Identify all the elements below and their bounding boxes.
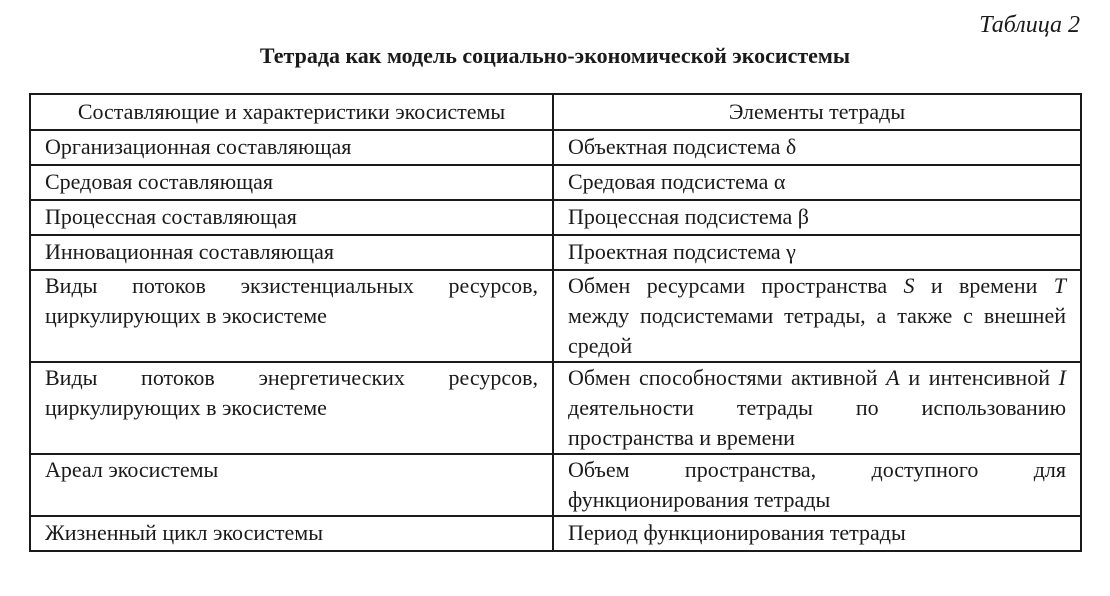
- table-title: Тетрада как модель социально-экономической экосистемы: [259, 43, 851, 68]
- row-element: Объем пространства, доступного для функционирования тетрады: [553, 454, 1081, 516]
- table-row: [30, 516, 1081, 551]
- row-element: [553, 362, 1081, 454]
- row-component: Процессная составляющая: [30, 200, 553, 235]
- row-element: [553, 270, 1081, 362]
- row-element-text: между подсистемами тетрады, а также с внешней средой: [568, 303, 1066, 358]
- row-component: Виды потоков экзистенциальных ресурсов, циркулирующих в экосистеме: [30, 270, 553, 362]
- ecosystem-table: [29, 93, 1082, 552]
- intensity-symbol: I: [1058, 365, 1066, 390]
- table-row: [30, 235, 1081, 270]
- table-header-row: [30, 94, 1081, 130]
- row-component: Ареал экосистемы: [30, 454, 553, 516]
- header-tetrad-elements: Элементы тетрады: [553, 94, 1081, 130]
- row-component: Средовая составляющая: [30, 165, 553, 200]
- space-symbol: S: [903, 273, 915, 298]
- row-element-text: Обмен способностями активной: [568, 365, 887, 390]
- row-element: Средовая подсистема α: [553, 165, 1081, 200]
- row-element: Объектная подсистема δ: [553, 130, 1081, 165]
- row-element-text: деятельности тетрады по использованию пространства и времени: [568, 395, 1066, 450]
- activity-symbol: A: [886, 365, 900, 390]
- row-element: Проектная подсистема γ: [553, 235, 1081, 270]
- table-row: [30, 200, 1081, 235]
- table-row: [30, 165, 1081, 200]
- row-element: Период функционирования тетрады: [553, 516, 1081, 551]
- row-element-text: и интенсивной: [899, 365, 1059, 390]
- row-component: Жизненный цикл экосистемы: [30, 516, 553, 551]
- row-element-text: и времени: [914, 273, 1054, 298]
- header-components: Составляющие и характеристики экосистемы: [30, 94, 553, 130]
- table-row: [30, 270, 1081, 362]
- table-number: Таблица 2: [979, 12, 1080, 38]
- row-element-text: Обмен ресурсами пространства: [568, 273, 904, 298]
- time-symbol: T: [1053, 273, 1066, 298]
- table-row: [30, 362, 1081, 454]
- table-row: [30, 454, 1081, 516]
- row-component: Инновационная составляющая: [30, 235, 553, 270]
- row-element: Процессная подсистема β: [553, 200, 1081, 235]
- table-row: [30, 130, 1081, 165]
- row-component: Организационная составляющая: [30, 130, 553, 165]
- row-component: Виды потоков энергетических ресурсов, циркулирующих в экосистеме: [30, 362, 553, 454]
